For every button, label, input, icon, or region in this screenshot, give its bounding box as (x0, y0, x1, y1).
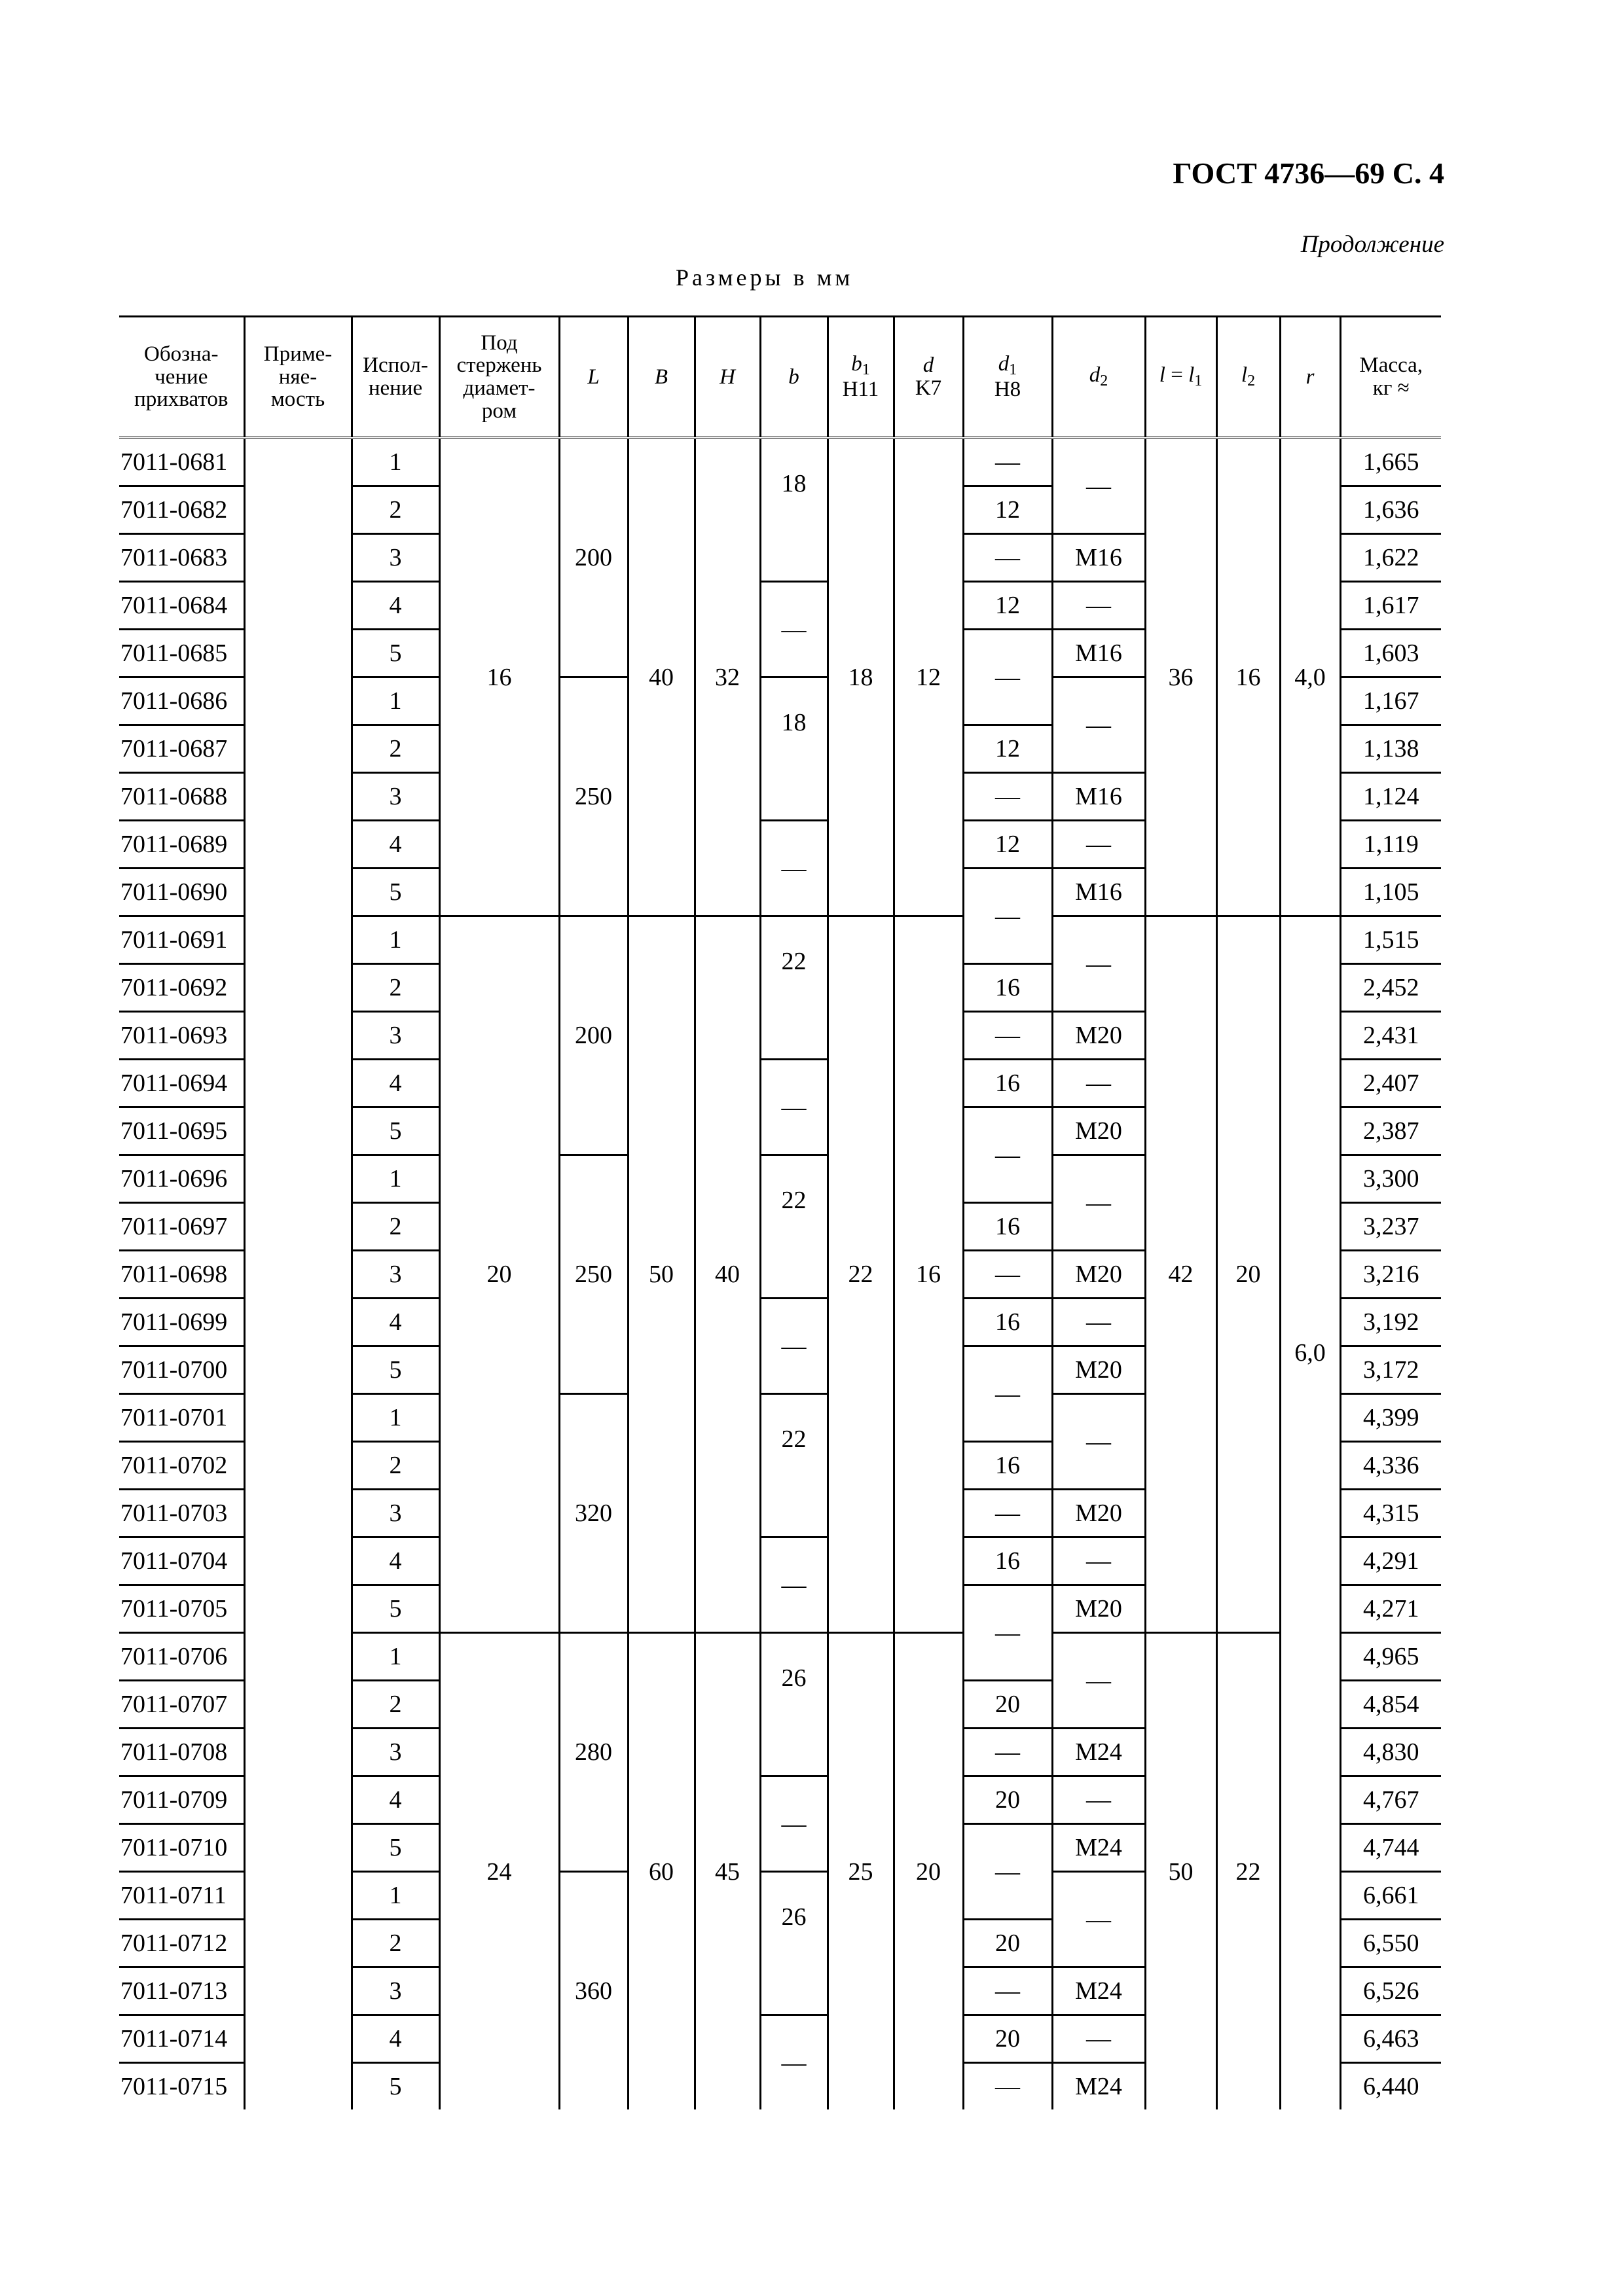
version-cell: 5 (352, 869, 439, 916)
mass-cell: 1,636 (1340, 486, 1441, 534)
mass-cell: 6,463 (1340, 2015, 1441, 2063)
d1-cell: — (963, 1251, 1052, 1299)
mass-cell: 4,336 (1340, 1442, 1441, 1490)
mass-cell: 4,744 (1340, 1824, 1441, 1872)
d2-cell: M16 (1052, 630, 1145, 677)
version-cell: 2 (352, 964, 439, 1012)
version-cell: 1 (352, 1633, 439, 1681)
H-cell: 45 (695, 1633, 760, 2110)
d1-cell: — (963, 1012, 1052, 1060)
designation-cell: 7011-0712 (119, 1920, 244, 1967)
designation-cell: 7011-0683 (119, 534, 244, 582)
L-cell: 200 (559, 916, 628, 1155)
version-cell: 4 (352, 1537, 439, 1585)
applicability-cell (244, 1107, 352, 1155)
d2-cell: M20 (1052, 1346, 1145, 1394)
mass-cell: 4,399 (1340, 1394, 1441, 1442)
d1-cell: 16 (963, 964, 1052, 1012)
version-cell: 2 (352, 1203, 439, 1251)
mass-cell: 3,192 (1340, 1299, 1441, 1346)
rod-diameter-cell: 16 (439, 438, 559, 916)
d1-cell: 20 (963, 1776, 1052, 1824)
d1-cell: — (963, 534, 1052, 582)
version-cell: 2 (352, 725, 439, 773)
mass-cell: 4,830 (1340, 1729, 1441, 1776)
b-cell: — (760, 821, 828, 916)
dimensions-table-container (119, 315, 1441, 2109)
col-header-designation: Обозна- чение прихватов (119, 317, 244, 439)
mass-cell: 4,854 (1340, 1681, 1441, 1729)
applicability-cell (244, 1394, 352, 1442)
version-cell: 5 (352, 1585, 439, 1633)
d1-cell: — (963, 1585, 1052, 1681)
d2-cell: M16 (1052, 773, 1145, 821)
d2-cell: M20 (1052, 1490, 1145, 1537)
mass-cell: 4,767 (1340, 1776, 1441, 1824)
mass-cell: 1,515 (1340, 916, 1441, 964)
b1-cell: 22 (828, 916, 894, 1633)
d1-cell: 12 (963, 486, 1052, 534)
H-cell: 32 (695, 438, 760, 916)
table-body (119, 438, 1441, 2109)
dimensions-table (119, 315, 1441, 2109)
designation-cell: 7011-0688 (119, 773, 244, 821)
mass-cell: 4,315 (1340, 1490, 1441, 1537)
applicability-cell (244, 1967, 352, 2015)
designation-cell: 7011-0685 (119, 630, 244, 677)
d1-cell: 16 (963, 1442, 1052, 1490)
d1-cell: 20 (963, 1920, 1052, 1967)
d2-cell: — (1052, 1394, 1145, 1490)
version-cell: 3 (352, 1490, 439, 1537)
designation-cell: 7011-0686 (119, 677, 244, 725)
version-cell: 1 (352, 916, 439, 964)
mass-cell: 1,617 (1340, 582, 1441, 630)
col-header-H: H (695, 317, 760, 439)
d2-cell: — (1052, 821, 1145, 869)
applicability-cell (244, 1442, 352, 1490)
mass-cell: 1,119 (1340, 821, 1441, 869)
version-cell: 4 (352, 1060, 439, 1107)
designation-cell: 7011-0697 (119, 1203, 244, 1251)
applicability-cell (244, 1490, 352, 1537)
applicability-cell (244, 438, 352, 486)
b-cell: — (760, 2015, 828, 2110)
b-cell: 18 (760, 677, 828, 821)
applicability-cell (244, 582, 352, 630)
mass-cell: 3,172 (1340, 1346, 1441, 1394)
version-cell: 4 (352, 1299, 439, 1346)
designation-cell: 7011-0689 (119, 821, 244, 869)
col-header-mass: Масса, кг ≈ (1340, 317, 1441, 439)
col-header-b1: $b_1$ H11 (828, 317, 894, 439)
d2-cell: M16 (1052, 869, 1145, 916)
d1-cell: 12 (963, 821, 1052, 869)
d2-cell: — (1052, 1060, 1145, 1107)
version-cell: 3 (352, 534, 439, 582)
version-cell: 3 (352, 1251, 439, 1299)
b-cell: — (760, 1537, 828, 1633)
designation-cell: 7011-0695 (119, 1107, 244, 1155)
designation-cell: 7011-0714 (119, 2015, 244, 2063)
d1-cell: — (963, 630, 1052, 725)
version-cell: 1 (352, 1394, 439, 1442)
version-cell: 2 (352, 1920, 439, 1967)
d1-cell: — (963, 869, 1052, 964)
b1-cell: 25 (828, 1633, 894, 2110)
designation-cell: 7011-0710 (119, 1824, 244, 1872)
designation-cell: 7011-0694 (119, 1060, 244, 1107)
b-cell: 26 (760, 1872, 828, 2015)
B-cell: 40 (628, 438, 695, 916)
d1-cell: 20 (963, 1681, 1052, 1729)
d1-cell: 20 (963, 2015, 1052, 2063)
continued-label: Продолжение (1300, 231, 1444, 258)
designation-cell: 7011-0705 (119, 1585, 244, 1633)
b-cell: — (760, 1060, 828, 1155)
applicability-cell (244, 486, 352, 534)
applicability-cell (244, 1776, 352, 1824)
l-cell: 36 (1145, 438, 1216, 916)
col-header-L: L (559, 317, 628, 439)
d2-cell: M20 (1052, 1107, 1145, 1155)
d2-cell: M16 (1052, 534, 1145, 582)
designation-cell: 7011-0713 (119, 1967, 244, 2015)
applicability-cell (244, 964, 352, 1012)
d2-cell: — (1052, 1155, 1145, 1251)
L-cell: 360 (559, 1872, 628, 2110)
d2-cell: — (1052, 677, 1145, 773)
d2-cell: — (1052, 1633, 1145, 1729)
version-cell: 5 (352, 1346, 439, 1394)
mass-cell: 2,431 (1340, 1012, 1441, 1060)
r-cell: 4,0 (1280, 438, 1340, 916)
designation-cell: 7011-0709 (119, 1776, 244, 1824)
d1-cell: — (963, 1490, 1052, 1537)
col-header-d1: $d_1$ H8 (963, 317, 1052, 439)
applicability-cell (244, 1346, 352, 1394)
designation-cell: 7011-0706 (119, 1633, 244, 1681)
d1-cell: 12 (963, 582, 1052, 630)
mass-cell: 3,237 (1340, 1203, 1441, 1251)
mass-cell: 4,291 (1340, 1537, 1441, 1585)
col-header-r: r (1280, 317, 1340, 439)
d1-cell: — (963, 2063, 1052, 2110)
d1-cell: — (963, 1967, 1052, 2015)
applicability-cell (244, 630, 352, 677)
col-header-version: Испол- нение (352, 317, 439, 439)
d2-cell: M24 (1052, 2063, 1145, 2110)
d-cell: 16 (894, 916, 963, 1633)
applicability-cell (244, 869, 352, 916)
b-cell: 22 (760, 1155, 828, 1299)
d1-cell: 12 (963, 725, 1052, 773)
d2-cell: M24 (1052, 1967, 1145, 2015)
version-cell: 1 (352, 1155, 439, 1203)
b-cell: 22 (760, 1394, 828, 1537)
col-header-b: b (760, 317, 828, 439)
d2-cell: M20 (1052, 1012, 1145, 1060)
designation-cell: 7011-0698 (119, 1251, 244, 1299)
b-cell: — (760, 1776, 828, 1872)
d1-cell: 16 (963, 1537, 1052, 1585)
designation-cell: 7011-0708 (119, 1729, 244, 1776)
d2-cell: M24 (1052, 1824, 1145, 1872)
version-cell: 4 (352, 2015, 439, 2063)
designation-cell: 7011-0684 (119, 582, 244, 630)
designation-cell: 7011-0699 (119, 1299, 244, 1346)
applicability-cell (244, 1251, 352, 1299)
version-cell: 3 (352, 1967, 439, 2015)
col-header-d2: $d_2$ (1052, 317, 1145, 439)
applicability-cell (244, 916, 352, 964)
mass-cell: 6,550 (1340, 1920, 1441, 1967)
d2-cell: — (1052, 2015, 1145, 2063)
d2-cell: — (1052, 1872, 1145, 1967)
d1-cell: — (963, 1729, 1052, 1776)
applicability-cell (244, 1537, 352, 1585)
mass-cell: 1,167 (1340, 677, 1441, 725)
mass-cell: 1,124 (1340, 773, 1441, 821)
mass-cell: 6,440 (1340, 2063, 1441, 2110)
d1-cell: — (963, 438, 1052, 486)
designation-cell: 7011-0681 (119, 438, 244, 486)
l-cell: 42 (1145, 916, 1216, 1633)
applicability-cell (244, 821, 352, 869)
mass-cell: 2,407 (1340, 1060, 1441, 1107)
l2-cell: 16 (1216, 438, 1280, 916)
applicability-cell (244, 1729, 352, 1776)
applicability-cell (244, 1824, 352, 1872)
designation-cell: 7011-0692 (119, 964, 244, 1012)
L-cell: 280 (559, 1633, 628, 1872)
d2-cell: — (1052, 916, 1145, 1012)
r-cell: 6,0 (1280, 916, 1340, 2110)
rod-diameter-cell: 20 (439, 916, 559, 1633)
designation-cell: 7011-0711 (119, 1872, 244, 1920)
version-cell: 5 (352, 1107, 439, 1155)
d2-cell: M20 (1052, 1251, 1145, 1299)
l2-cell: 20 (1216, 916, 1280, 1633)
d1-cell: — (963, 773, 1052, 821)
d1-cell: — (963, 1824, 1052, 1920)
b-cell: — (760, 1299, 828, 1394)
designation-cell: 7011-0687 (119, 725, 244, 773)
mass-cell: 6,661 (1340, 1872, 1441, 1920)
d2-cell: M20 (1052, 1585, 1145, 1633)
col-header-B: B (628, 317, 695, 439)
applicability-cell (244, 1299, 352, 1346)
mass-cell: 1,105 (1340, 869, 1441, 916)
mass-cell: 4,271 (1340, 1585, 1441, 1633)
applicability-cell (244, 1012, 352, 1060)
H-cell: 40 (695, 916, 760, 1633)
designation-cell: 7011-0693 (119, 1012, 244, 1060)
mass-cell: 1,603 (1340, 630, 1441, 677)
version-cell: 4 (352, 821, 439, 869)
page-header: ГОСТ 4736—69 С. 4 (1173, 156, 1444, 190)
version-cell: 2 (352, 486, 439, 534)
applicability-cell (244, 1060, 352, 1107)
b-cell: 26 (760, 1633, 828, 1776)
col-header-l2: $l_2$ (1216, 317, 1280, 439)
designation-cell: 7011-0691 (119, 916, 244, 964)
designation-cell: 7011-0715 (120, 2073, 228, 2100)
L-cell: 320 (559, 1394, 628, 1633)
version-cell: 2 (352, 1442, 439, 1490)
designation-cell: 7011-0682 (119, 486, 244, 534)
version-cell: 4 (352, 1776, 439, 1824)
units-caption: Размеры в мм (676, 264, 854, 291)
version-cell: 5 (352, 2063, 439, 2110)
applicability-cell (244, 1203, 352, 1251)
mass-cell: 3,216 (1340, 1251, 1441, 1299)
applicability-cell (244, 1920, 352, 1967)
mass-cell: 3,300 (1340, 1155, 1441, 1203)
designation-cell: 7011-0696 (119, 1155, 244, 1203)
mass-cell: 4,965 (1340, 1633, 1441, 1681)
col-header-d: d K7 (894, 317, 963, 439)
version-cell: 3 (352, 1012, 439, 1060)
version-cell: 4 (352, 582, 439, 630)
applicability-cell (244, 534, 352, 582)
col-header-rod-diameter: Под стержень диамет- ром (439, 317, 559, 439)
designation-cell: 7011-0704 (119, 1537, 244, 1585)
d2-cell: M24 (1052, 1729, 1145, 1776)
applicability-cell (244, 2015, 352, 2063)
mass-cell: 1,665 (1340, 438, 1441, 486)
l2-cell: 22 (1216, 1633, 1280, 2110)
applicability-cell (244, 2063, 352, 2110)
designation-cell: 7011-0690 (119, 869, 244, 916)
version-cell: 1 (352, 1872, 439, 1920)
version-cell: 1 (352, 438, 439, 486)
applicability-cell (244, 1681, 352, 1729)
col-header-l: $l = l_1$ (1145, 317, 1216, 439)
applicability-cell (244, 1633, 352, 1681)
applicability-cell (244, 677, 352, 725)
L-cell: 200 (559, 438, 628, 677)
version-cell: 5 (352, 630, 439, 677)
designation-cell: 7011-0707 (119, 1681, 244, 1729)
table-row (119, 916, 1441, 964)
B-cell: 60 (628, 1633, 695, 2110)
mass-cell: 1,138 (1340, 725, 1441, 773)
designation-cell: 7011-0700 (119, 1346, 244, 1394)
d1-cell: — (963, 1346, 1052, 1442)
d-cell: 20 (894, 1633, 963, 2110)
mass-cell: 2,387 (1340, 1107, 1441, 1155)
designation-cell: 7011-0703 (119, 1490, 244, 1537)
designation-cell: 7011-0701 (119, 1394, 244, 1442)
d2-cell: — (1052, 1537, 1145, 1585)
mass-cell: 1,622 (1340, 534, 1441, 582)
version-cell: 1 (352, 677, 439, 725)
d1-cell: 16 (963, 1203, 1052, 1251)
b-cell: 22 (760, 916, 828, 1060)
L-cell: 250 (559, 1155, 628, 1394)
col-header-applicability: Приме- няе- мость (244, 317, 352, 439)
L-cell: 250 (559, 677, 628, 916)
applicability-cell (244, 773, 352, 821)
b1-cell: 18 (828, 438, 894, 916)
table-row (119, 1633, 1441, 1681)
applicability-cell (244, 1155, 352, 1203)
mass-cell: 6,526 (1340, 1967, 1441, 2015)
version-cell: 3 (352, 1729, 439, 1776)
d1-cell: — (963, 1107, 1052, 1203)
d2-cell: — (1052, 1299, 1145, 1346)
version-cell: 2 (352, 1681, 439, 1729)
d1-cell: 16 (963, 1299, 1052, 1346)
B-cell: 50 (628, 916, 695, 1633)
version-cell: 3 (352, 773, 439, 821)
d1-cell: 16 (963, 1060, 1052, 1107)
b-cell: 18 (760, 438, 828, 582)
version-cell: 5 (352, 1824, 439, 1872)
b-cell: — (760, 582, 828, 677)
applicability-cell (244, 725, 352, 773)
mass-cell: 2,452 (1340, 964, 1441, 1012)
l-cell: 50 (1145, 1633, 1216, 2110)
applicability-cell (244, 1872, 352, 1920)
designation-cell: 7011-0702 (119, 1442, 244, 1490)
d2-cell: — (1052, 1776, 1145, 1824)
d2-cell: — (1052, 438, 1145, 534)
d-cell: 12 (894, 438, 963, 916)
d2-cell: — (1052, 582, 1145, 630)
applicability-cell (244, 1585, 352, 1633)
rod-diameter-cell: 24 (439, 1633, 559, 2110)
table-row (119, 438, 1441, 486)
table-header-row (119, 317, 1441, 439)
